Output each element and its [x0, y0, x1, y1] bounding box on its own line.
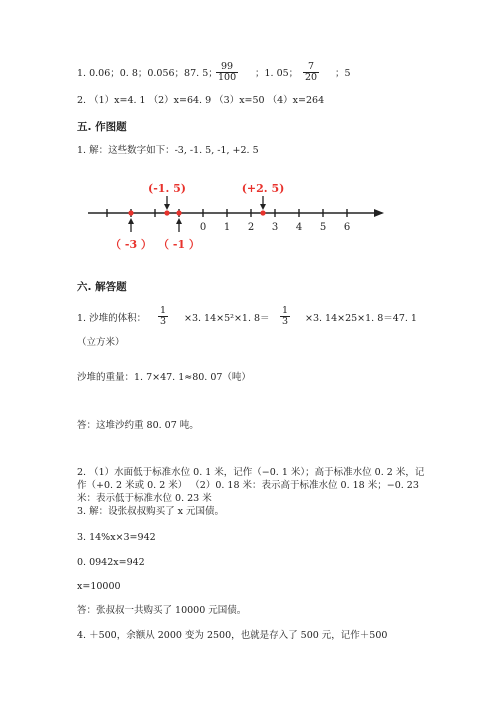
- q1-answer: 答：这堆沙约重 80. 07 吨。: [77, 420, 199, 431]
- label-minus-3: （ -3 ）: [110, 238, 152, 251]
- q2-line-2: 作（+0. 2 米或 0. 2 米） （2）0. 18 米：表示高于标准水位 0. 18 米；−0. 23: [77, 480, 419, 491]
- q3-answer: 答：张叔叔一共购买了 10000 元国债。: [77, 605, 247, 616]
- answer-1-mid: ；1. 05；: [255, 68, 299, 79]
- tick-label-5: 5: [319, 222, 327, 233]
- fraction-denominator: 3: [160, 316, 167, 328]
- tick-label-2: 2: [247, 222, 255, 233]
- answer-2: 2. （1）x=4. 1 （2）x=64. 9 （3）x=50 （4）x=264: [77, 95, 325, 106]
- answer-1-suffix: ；5: [335, 68, 351, 79]
- fraction-denominator: 20: [305, 72, 318, 84]
- section-5-title: 五. 作图题: [77, 121, 127, 133]
- q3-line-2: 3. 14%x×3=942: [77, 532, 156, 543]
- number-line-arrowhead: [374, 209, 384, 217]
- q4-line: 4. ＋500，余额从 2000 变为 2500，也就是存入了 500 元，记作＋500: [77, 630, 388, 641]
- section-6-title: 六. 解答题: [77, 281, 127, 293]
- label-minus-1-5: (-1. 5): [148, 182, 186, 195]
- point-plus-2-5: [260, 210, 265, 215]
- tick-label-4: 4: [295, 222, 303, 233]
- fraction-numerator: 99: [216, 62, 238, 73]
- q1-unit: （立方米）: [77, 337, 125, 348]
- point-minus-1-5: [164, 210, 169, 215]
- q3-line-3: 0. 0942x=942: [77, 557, 145, 568]
- answer-1-prefix: 1. 0.06；0. 8；0.056；87. 5；: [77, 68, 218, 79]
- label-plus-2-5: (+2. 5): [241, 182, 285, 195]
- fraction-denominator: 100: [218, 72, 237, 84]
- fraction-numerator: 7: [303, 62, 319, 73]
- q2-line-1: 2. （1）水面低于标准水位 0. 1 米，记作（−0. 1 米）；高于标准水位 0. 2 米，记: [77, 467, 425, 478]
- tick-label-6: 6: [343, 222, 351, 233]
- label-minus-1: （ -1 ）: [158, 238, 200, 251]
- q3-line-1: 3. 解：设张叔叔购买了 x 元国债。: [77, 506, 224, 517]
- fraction-denominator: 3: [282, 316, 289, 328]
- point-minus-1: [176, 210, 181, 215]
- fraction-one-third: [158, 306, 168, 328]
- q1-mid: ×3. 14×5²×1. 8＝: [184, 313, 270, 324]
- q1-weight: 沙堆的重量：1. 7×47. 1≈80. 07（吨）: [77, 372, 251, 383]
- q3-line-4: x=10000: [77, 581, 121, 592]
- tick-label-1: 1: [223, 222, 231, 233]
- fraction-numerator: 1: [160, 305, 167, 316]
- tick-label-3: 3: [271, 222, 279, 233]
- q1-prefix: 1. 沙堆的体积：: [77, 313, 147, 324]
- fraction-numerator: 1: [282, 305, 289, 316]
- q1-tail: ×3. 14×25×1. 8＝47. 1: [305, 313, 417, 324]
- section-5-line-1: 1. 解：这些数字如下：-3, -1. 5, -1, +2. 5: [77, 145, 259, 156]
- fraction-one-third-b: [280, 306, 290, 328]
- tick-label-0: 0: [199, 222, 207, 233]
- q2-line-3: 米：表示低于标准水位 0. 23 米: [77, 493, 212, 504]
- point-minus-3: [128, 210, 133, 215]
- number-line-figure: [0, 0, 500, 270]
